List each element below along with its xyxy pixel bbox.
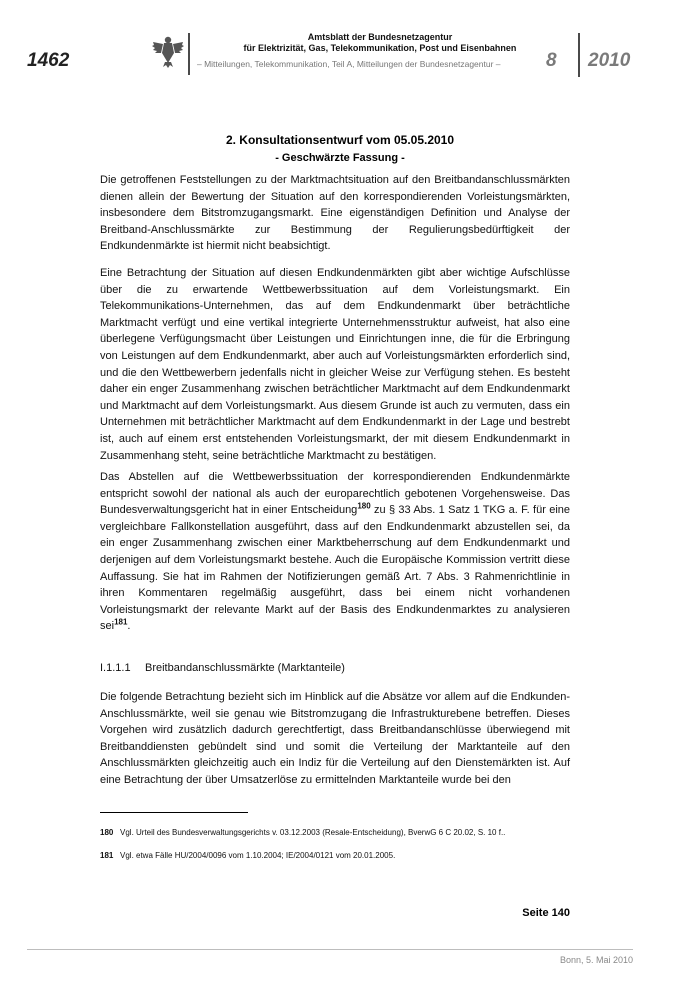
place-date: Bonn, 5. Mai 2010 — [559, 955, 633, 965]
footer-rule — [27, 949, 633, 950]
footnote-180 — [100, 827, 570, 838]
section-line: – Mitteilungen, Telekommunikation, Teil A, Mitteilungen der Bundesnetzagentur – — [197, 59, 501, 69]
footnote-number: 181 — [100, 851, 114, 860]
issue-number: 8 — [546, 50, 557, 71]
document-subtitle: - Geschwärzte Fassung - — [275, 152, 405, 164]
footnote-number: 180 — [100, 828, 114, 837]
footnote-ref-180[interactable]: 180 — [357, 501, 371, 511]
footnote-ref-181[interactable]: 181 — [114, 617, 128, 627]
footnote-separator — [100, 812, 248, 813]
section-number: I.1.1.1 — [100, 662, 131, 674]
federal-eagle-icon — [150, 33, 186, 69]
issue-divider — [578, 33, 580, 77]
paragraph-3-text-a: Das Abstellen auf die Wettbewerbssituation der korrespondierenden Endkundenmärkte entspricht sowohl der national als auch der europarechtlich gebotenen Vorgehensweise. Das Bundesverwaltungsgericht hat in einer Entscheidung — [100, 471, 570, 517]
publication-title-line1: Amtsblatt der Bundesnetzagentur — [307, 32, 453, 42]
paragraph-3-text-b: zu § 33 Abs. 1 Satz 1 TKG a. F. für eine vergleichbare Fallkonstellation ausgeführt, dass auf den Endkundenmarkt abzustellen sei, da ein enger Zusammenhang zwischen einer Marktbeherrschung auf dem Endkundenmarkt und derjenigen auf dem Vorleistungsmarkt bestehe. Auch die Europäische Kommission vertritt diese Auffassung. Sie hat im Rahmen der Notifizierungen gemäß Art. 7 Abs. 3 Rahmenrichtlinie in ihren Kommentaren regelmäßig ausgeführt, dass bei einem nicht vorhandenen Vorleistungsmarkt der relevante Markt auf der Basis des Endkundenmarktes zu analysieren sei — [100, 504, 571, 633]
document-title: 2. Konsultationsentwurf vom 05.05.2010 — [225, 133, 455, 147]
section-title: Breitbandanschlussmärkte (Marktanteile) — [145, 662, 345, 674]
header-divider — [188, 33, 190, 75]
footnote-text: Vgl. Urteil des Bundesverwaltungsgerichts v. 03.12.2003 (Resale-Entscheidung), BverwG 6 C 20.02, S. 10 f.. — [120, 828, 506, 837]
paragraph-3 — [100, 469, 570, 635]
document-page-number: Seite 140 — [522, 907, 570, 919]
footnote-181 — [100, 850, 570, 861]
page-number: 1462 — [27, 50, 70, 71]
paragraph-1: Die getroffenen Feststellungen zu der Marktmachtsituation auf den Breitbandanschlussmärkten dienen allein der Bewertung der Situation auf den korrespondierenden Vorleistungsmärkten, insbesondere dem Bitstromzugangsmarkt. Eine eigenständigen Definition und Analyse der Breitband-Anschlussmärkte zur Bestimmung der Regulierungsbedürftigkeit der Endkundenmärkte ist hiermit nicht beabsichtigt. — [100, 174, 570, 253]
paragraph-3-text-c: . — [127, 620, 131, 633]
publication-title-line2: für Elektrizität, Gas, Telekommunikation, Post und Eisenbahnen — [243, 43, 517, 53]
paragraph-2: Eine Betrachtung der Situation auf diesen Endkundenmärkten gibt aber wichtige Aufschlüsse über die zu erwartende Wettbewerbssituation auf dem Vorleistungsmarkt. Ein Telekommunikations-Unternehmen, das auf dem Endkundenmarkt über beträchtliche Marktmacht verfügt und eine vertikal integrierte Unternehmensstruktur aufweist, hat also eine überlegene Verfügungsmacht über Leistungen und Einrichtungen inne, die für die Erbringung von Leistungen auf dem Endkundenmarkt, aber auch auf Vorleistungsmärkten erforderlich sind, und die den Wettbewerbern jedenfalls nicht in gleicher Weise zur Verfügung stehen. Es besteht daher ein enger Zusammenhang zwischen beträchtlicher Marktmacht auf dem Endkundenmarkt und Marktmacht auf dem Vorleistungsmarkt. Aus diesem Grunde ist auch zu vermuten, dass ein Unternehmen mit beträchtlicher Marktmacht auf dem Endkundenmarkt in der Lage und bestrebt ist, auch auf einem erst entstehenden Vorleistungsmarkt, der mit diesem Endkundenmarkt in Zusammenhang steht, seine beträchtliche Marktmacht zu bestätigen. — [100, 267, 570, 462]
footnote-text: Vgl. etwa Fälle HU/2004/0096 vom 1.10.2004; IE/2004/0121 vom 20.01.2005. — [120, 851, 396, 860]
publication-title — [195, 32, 565, 54]
year: 2010 — [588, 50, 631, 71]
paragraph-4: Die folgende Betrachtung bezieht sich im Hinblick auf die Absätze vor allem auf die Endkunden-Anschlussmärkte, weil sie genau wie Bitstromzugang die Infrastrukturebene betreffen. Dieses Vorgehen wird zusätzlich dadurch gerechtfertigt, dass Breitbandanschlüsse überwiegend mit Breitbanddiensten gebündelt sind und somit die Verteilung der Marktanteile auf den Anschlussmärkten gleichzeitig auch ein Indiz für die Verteilung auf den Dienstemärkten ist. Auf eine Betrachtung der über Umsatzerlöse zu ermittelnden Marktanteile wurde bei den — [100, 691, 570, 786]
